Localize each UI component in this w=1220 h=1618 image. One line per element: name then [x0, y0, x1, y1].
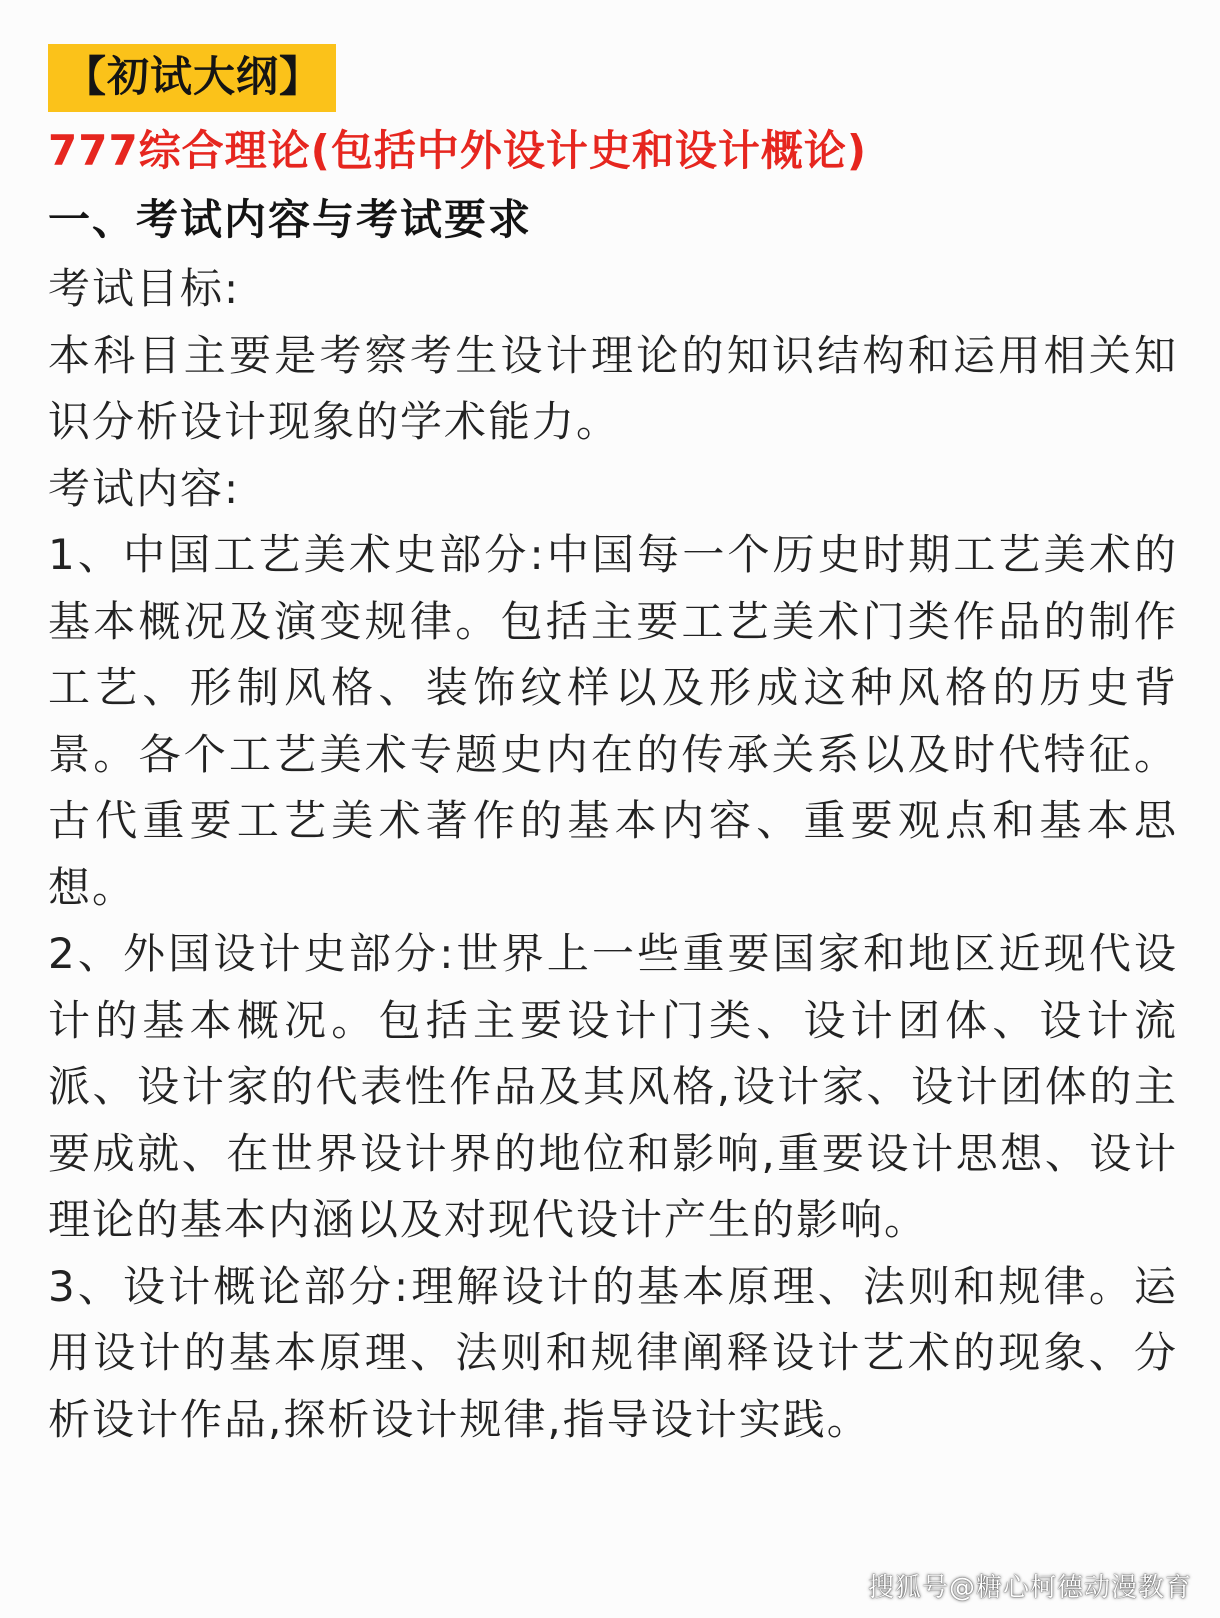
content-item-foreign-design-history: 2、外国设计史部分:世界上一些重要国家和地区近现代设计的基本概况。包括主要设计门类、设计团体、设计流派、设计家的代表性作品及其风格,设计家、设计团体的主要成就、在世界设计界的地位和影响,重要设计思想、设计理论的基本内涵以及对现代设计产生的影响。 — [48, 929, 1178, 1244]
content-item-chinese-craft-history: 1、中国工艺美术史部分:中国每一个历史时期工艺美术的基本概况及演变规律。包括主要工艺美术门类作品的制作工艺、形制风格、装饰纹样以及形成这种风格的历史背景。各个工艺美术专题史内在的传承关系以及时代特征。古代重要工艺美术著作的基本内容、重要观点和基本思想。 — [48, 530, 1178, 912]
goal-label: 考试目标: — [48, 264, 241, 313]
content-item-design-introduction: 3、设计概论部分:理解设计的基本原理、法则和规律。运用设计的基本原理、法则和规律阐释设计艺术的现象、分析设计作品,探析设计规律,指导设计实践。 — [48, 1261, 1178, 1444]
goal-text: 本科目主要是考察考生设计理论的知识结构和运用相关知识分析设计现象的学术能力。 — [48, 330, 1178, 446]
syllabus-tag: 【初试大纲】 — [48, 44, 336, 112]
content-label: 考试内容: — [48, 463, 241, 513]
syllabus-document — [48, 44, 1178, 1453]
section-title: 一、考试内容与考试要求 — [48, 195, 533, 244]
subject-title: 777综合理论(包括中外设计史和设计概论) — [48, 126, 868, 175]
watermark-text: 搜狐号@糖心柯德动漫教育 — [867, 1573, 1192, 1603]
